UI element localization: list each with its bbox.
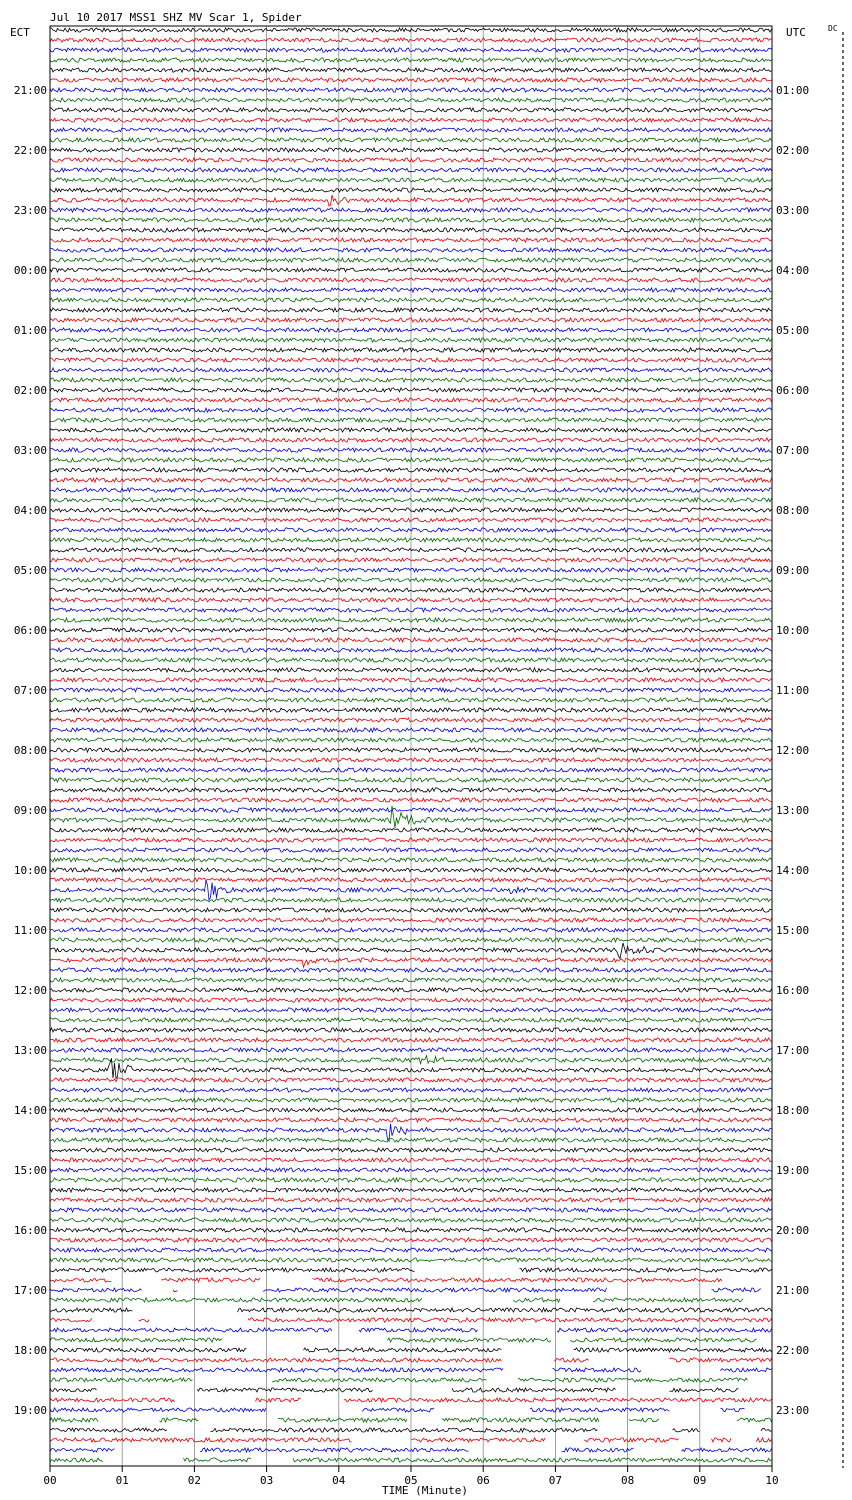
right-hour-label: 03:00 [776, 204, 810, 217]
right-hour-label: 17:00 [776, 1044, 810, 1057]
x-tick-label-04: 04 [332, 1474, 346, 1487]
x-tick-label-03: 03 [259, 1474, 274, 1487]
chart-title: Jul 10 2017 MSS1 SHZ MV Scar 1, Spider [50, 11, 302, 24]
right-hour-label: 01:00 [776, 84, 810, 97]
left-hour-label: 03:00 [13, 444, 47, 457]
left-hour-label: 21:00 [13, 84, 47, 97]
right-hour-label: 06:00 [776, 384, 810, 397]
left-hour-label: 23:00 [13, 204, 47, 217]
left-hour-label: 18:00 [13, 1344, 47, 1357]
right-axis-label: UTC [786, 26, 806, 39]
right-hour-label: 23:00 [776, 1404, 810, 1417]
right-hour-label: 19:00 [776, 1164, 810, 1177]
x-tick-label-02: 02 [187, 1474, 202, 1487]
x-tick-label-01: 01 [115, 1474, 129, 1487]
left-hour-label: 04:00 [13, 504, 47, 517]
right-hour-label: 02:00 [776, 144, 810, 157]
left-hour-label: 10:00 [13, 864, 47, 877]
left-axis-label: ECT [10, 26, 30, 39]
x-tick-label-09: 09 [693, 1474, 707, 1487]
x-tick-label-07: 07 [548, 1474, 563, 1487]
left-hour-label: 12:00 [13, 984, 47, 997]
right-hour-label: 10:00 [776, 624, 810, 637]
left-hour-label: 13:00 [13, 1044, 47, 1057]
left-hour-label: 07:00 [13, 684, 47, 697]
right-hour-label: 12:00 [776, 744, 810, 757]
right-hour-label: 18:00 [776, 1104, 810, 1117]
right-hour-label: 14:00 [776, 864, 810, 877]
right-hour-label: 20:00 [776, 1224, 810, 1237]
right-hour-label: 22:00 [776, 1344, 810, 1357]
left-hour-label: 06:00 [13, 624, 47, 637]
x-tick-label-06: 06 [476, 1474, 490, 1487]
x-tick-label-10: 10 [765, 1474, 779, 1487]
dc-label: DC [828, 24, 838, 33]
right-hour-label: 21:00 [776, 1284, 810, 1297]
left-hour-label: 00:00 [13, 264, 47, 277]
left-hour-label: 11:00 [13, 924, 47, 937]
x-tick-label-05: 05 [404, 1474, 418, 1487]
left-hour-label: 22:00 [13, 144, 47, 157]
left-hour-label: 14:00 [13, 1104, 47, 1117]
left-hour-label: 17:00 [13, 1284, 47, 1297]
left-hour-label: 16:00 [13, 1224, 47, 1237]
right-hour-label: 09:00 [776, 564, 810, 577]
left-hour-label: 01:00 [13, 324, 47, 337]
x-tick-label-00: 00 [43, 1474, 57, 1487]
left-hour-label: 09:00 [13, 804, 47, 817]
left-hour-label: 08:00 [13, 744, 47, 757]
left-hour-label: 02:00 [13, 384, 47, 397]
x-axis-label: TIME (Minute) [381, 1484, 469, 1497]
right-hour-label: 05:00 [776, 324, 810, 337]
x-tick-label-08: 08 [620, 1474, 635, 1487]
right-hour-label: 07:00 [776, 444, 810, 457]
right-hour-label: 04:00 [776, 264, 810, 277]
right-hour-label: 13:00 [776, 804, 810, 817]
left-hour-label: 15:00 [13, 1164, 47, 1177]
left-hour-label: 19:00 [13, 1404, 47, 1417]
right-hour-label: 08:00 [776, 504, 810, 517]
right-hour-label: 15:00 [776, 924, 810, 937]
right-hour-label: 16:00 [776, 984, 810, 997]
left-hour-label: 05:00 [13, 564, 47, 577]
right-hour-label: 11:00 [776, 684, 810, 697]
